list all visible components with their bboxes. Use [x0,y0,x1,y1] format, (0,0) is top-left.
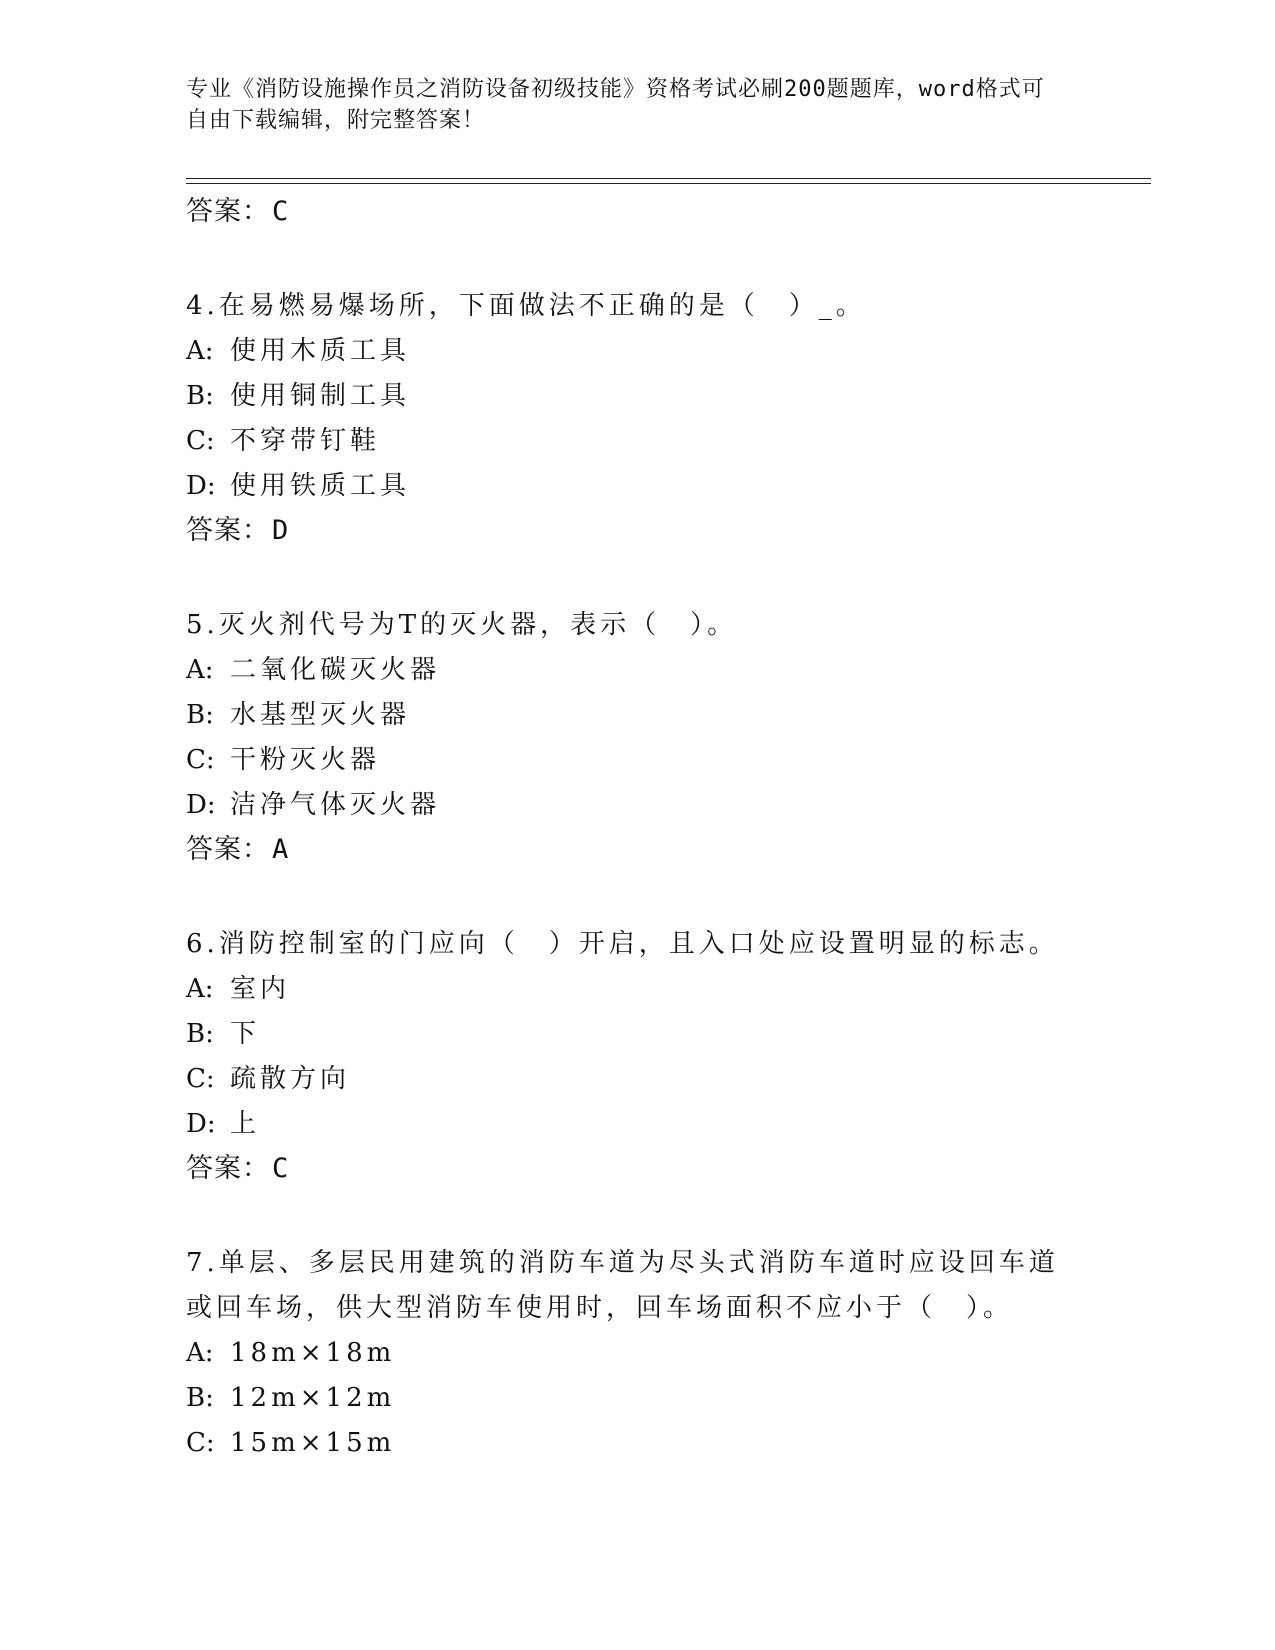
answer-label: 答案： [186,515,270,546]
answer-label: 答案： [186,834,270,865]
question-item [186,922,1151,1191]
option-c [186,1421,1151,1466]
option-key: C: [186,426,215,456]
option-a [186,648,1151,693]
option-b [186,374,1151,419]
option-d [186,1102,1151,1147]
answer-line [186,509,1151,553]
option-a [186,1331,1151,1376]
option-text: 12m×12m [230,1383,396,1413]
option-text: 洁净气体灭火器 [230,790,441,820]
question-stem: 5.灭火剂代号为T的灭火器，表示（ ）。 [186,610,738,640]
option-text: 干粉灭火器 [230,745,381,775]
answer-value: C [272,1153,290,1184]
option-key: B: [186,1383,214,1413]
option-key: B: [186,381,214,411]
option-text: 室内 [230,974,291,1004]
answer-label: 答案： [186,1153,270,1184]
answer-value: D [272,515,290,546]
document-header: 专业《消防设施操作员之消防设备初级技能》资格考试必刷200题题库，word格式可自由下载编辑，附完整答案！ [186,77,1045,133]
option-key: D: [186,790,216,820]
option-key: C: [186,745,215,775]
question-stem: 6.消防控制室的门应向（ ）开启，且入口处应设置明显的标志。 [186,929,1059,959]
header-divider-secondary [186,183,1151,184]
option-key: C: [186,1428,215,1458]
option-b [186,1376,1151,1421]
answer-value: A [272,834,290,865]
option-b [186,693,1151,738]
question-list [186,190,1151,1466]
option-key: A: [186,655,214,685]
answer-line [186,190,1151,234]
option-c [186,738,1151,783]
answer-value: C [272,196,290,227]
option-text: 不穿带钉鞋 [230,426,381,456]
option-text: 二氧化碳灭火器 [230,655,441,685]
header-divider [186,178,1151,179]
option-key: D: [186,1109,216,1139]
option-a [186,967,1151,1012]
question-item [186,1241,1151,1466]
answer-line [186,828,1151,872]
option-key: A: [186,1338,214,1368]
option-c [186,1057,1151,1102]
option-a [186,329,1151,374]
option-key: D: [186,471,216,501]
option-text: 使用铁质工具 [230,471,411,501]
option-text: 上 [230,1109,261,1139]
question-stem: 7.单层、多层民用建筑的消防车道为尽头式消防车道时应设回车道或回车场，供大型消防车使用时，回车场面积不应小于（ ）。 [186,1248,1059,1323]
option-key: A: [186,974,214,1004]
option-key: A: [186,336,214,366]
question-item [186,284,1151,553]
option-text: 水基型灭火器 [230,700,411,730]
option-d [186,464,1151,509]
question-stem: 4.在易燃易爆场所，下面做法不正确的是（ ）_。 [186,291,866,321]
question-item [186,603,1151,872]
option-text: 使用木质工具 [230,336,411,366]
option-key: C: [186,1064,215,1094]
option-key: B: [186,1019,214,1049]
answer-label: 答案： [186,196,270,227]
option-c [186,419,1151,464]
option-b [186,1012,1151,1057]
option-text: 下 [230,1019,261,1049]
answer-line [186,1147,1151,1191]
option-d [186,783,1151,828]
option-text: 15m×15m [230,1428,396,1458]
option-text: 18m×18m [230,1338,396,1368]
option-text: 疏散方向 [230,1064,351,1094]
option-key: B: [186,700,214,730]
option-text: 使用铜制工具 [230,381,411,411]
